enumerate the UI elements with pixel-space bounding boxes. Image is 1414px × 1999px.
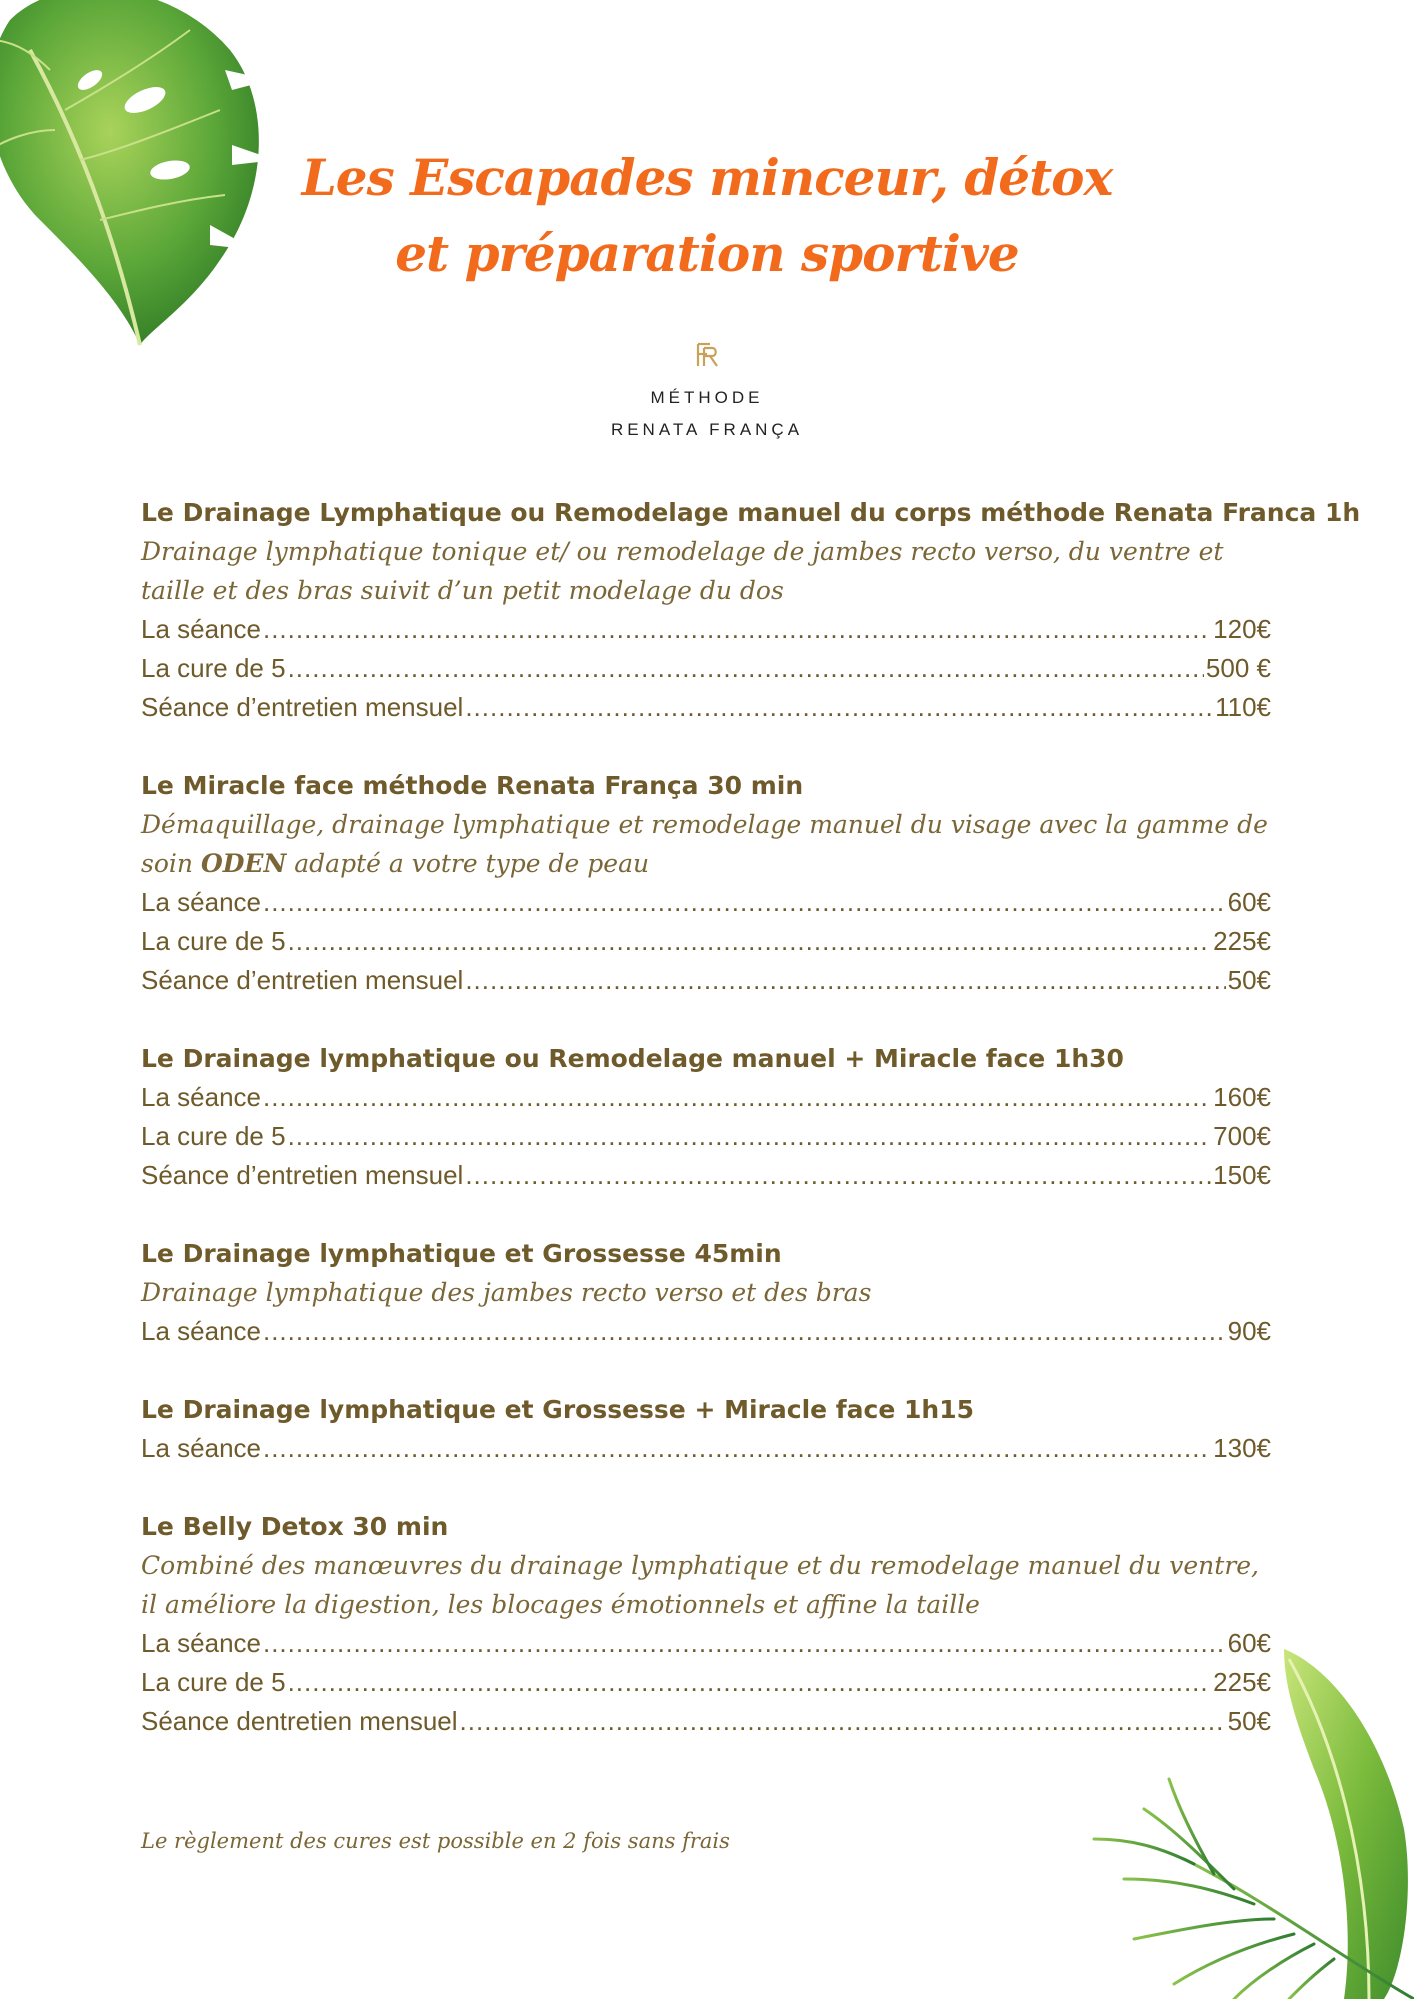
price-label: Séance d’entretien mensuel <box>141 965 464 995</box>
price-value: 90€ <box>1227 1316 1271 1346</box>
dot-leader <box>288 922 1212 961</box>
service-description <box>141 805 1271 883</box>
price-label: La séance <box>141 1316 261 1346</box>
brand-logo <box>0 340 1414 440</box>
page-title-line-2: et préparation sportive <box>395 224 1019 283</box>
price-list <box>141 493 1361 1780</box>
brand-name-oden: ODEN <box>200 849 287 878</box>
price-row <box>141 1624 1271 1663</box>
price-row <box>141 1429 1271 1468</box>
price-value: 160€ <box>1213 1082 1271 1112</box>
dot-leader <box>288 1663 1212 1702</box>
price-value: 110€ <box>1215 692 1271 722</box>
dot-leader <box>263 1624 1226 1663</box>
price-value: 120€ <box>1213 614 1271 644</box>
price-row <box>141 1702 1271 1741</box>
dot-leader <box>465 961 1225 1000</box>
dot-leader <box>465 1156 1211 1195</box>
price-row <box>141 688 1271 727</box>
price-value: 500 € <box>1205 653 1271 683</box>
dot-leader <box>288 649 1204 688</box>
price-row <box>141 922 1271 961</box>
price-value: 130€ <box>1213 1433 1271 1463</box>
service-title: Le Drainage lymphatique et Grossesse + Miracle face 1h15 <box>141 1395 975 1424</box>
service-section <box>141 493 1361 727</box>
price-value: 60€ <box>1227 887 1271 917</box>
price-row <box>141 1663 1271 1702</box>
page-title <box>0 140 1414 292</box>
payment-footnote: Le règlement des cures est possible en 2 fois sans frais <box>141 1829 730 1853</box>
dot-leader <box>263 1312 1226 1351</box>
service-description: Drainage lymphatique tonique et/ ou remodelage de jambes recto verso, du ventre et taille et des bras suivit d’un petit modelage du dos <box>141 537 1224 605</box>
price-label: Séance d’entretien mensuel <box>141 1160 464 1190</box>
rf-monogram-icon <box>692 340 722 370</box>
price-label: Séance d’entretien mensuel <box>141 692 464 722</box>
price-value: 50€ <box>1227 1706 1271 1736</box>
price-label: La séance <box>141 614 261 644</box>
price-label: La cure de 5 <box>141 653 286 683</box>
price-value: 60€ <box>1227 1628 1271 1658</box>
price-row <box>141 1078 1271 1117</box>
dot-leader <box>465 688 1213 727</box>
service-title: Le Drainage lymphatique et Grossesse 45min <box>141 1239 782 1268</box>
dot-leader <box>263 883 1226 922</box>
price-row <box>141 1117 1271 1156</box>
service-title: Le Miracle face méthode Renata França 30 min <box>141 771 804 800</box>
logo-text-methode: MÉTHODE <box>650 388 764 407</box>
price-row <box>141 1312 1271 1351</box>
price-row <box>141 1156 1271 1195</box>
price-label: La séance <box>141 1433 261 1463</box>
price-value: 225€ <box>1213 926 1271 956</box>
dot-leader <box>460 1702 1226 1741</box>
price-value: 700€ <box>1213 1121 1271 1151</box>
price-value: 150€ <box>1213 1160 1271 1190</box>
service-description: Drainage lymphatique des jambes recto verso et des bras <box>141 1278 872 1307</box>
price-value: 225€ <box>1213 1667 1271 1697</box>
dot-leader <box>288 1117 1212 1156</box>
price-row <box>141 961 1271 1000</box>
price-label: La séance <box>141 1082 261 1112</box>
service-section <box>141 1039 1271 1195</box>
dot-leader <box>263 610 1211 649</box>
price-label: La cure de 5 <box>141 1121 286 1151</box>
price-label: La cure de 5 <box>141 926 286 956</box>
price-row <box>141 610 1271 649</box>
price-label: La séance <box>141 1628 261 1658</box>
service-section <box>141 1507 1271 1741</box>
page-title-line-1: Les Escapades minceur, détox <box>301 148 1113 207</box>
service-title: Le Drainage Lymphatique ou Remodelage manuel du corps méthode Renata Franca 1h <box>141 498 1361 527</box>
service-section <box>141 766 1271 1000</box>
price-label: Séance dentretien mensuel <box>141 1706 458 1736</box>
service-description-text: adapté a votre type de peau <box>286 849 650 878</box>
service-section <box>141 1390 1271 1468</box>
dot-leader <box>263 1429 1211 1468</box>
service-section <box>141 1234 1271 1351</box>
service-description-text: Démaquillage, drainage lymphatique et remodelage manuel du visage avec la gamme de soin <box>141 810 1268 878</box>
service-description: Combiné des manœuvres du drainage lymphatique et du remodelage manuel du ventre, il améliore la digestion, les blocages émotionnels et affine la taille <box>141 1551 1260 1619</box>
service-title: Le Belly Detox 30 min <box>141 1512 449 1541</box>
price-label: La cure de 5 <box>141 1667 286 1697</box>
price-row <box>141 649 1271 688</box>
price-row <box>141 883 1271 922</box>
price-label: La séance <box>141 887 261 917</box>
price-value: 50€ <box>1227 965 1271 995</box>
logo-text-renata-franca: RENATA FRANÇA <box>610 420 804 439</box>
service-title: Le Drainage lymphatique ou Remodelage manuel + Miracle face 1h30 <box>141 1044 1124 1073</box>
dot-leader <box>263 1078 1211 1117</box>
